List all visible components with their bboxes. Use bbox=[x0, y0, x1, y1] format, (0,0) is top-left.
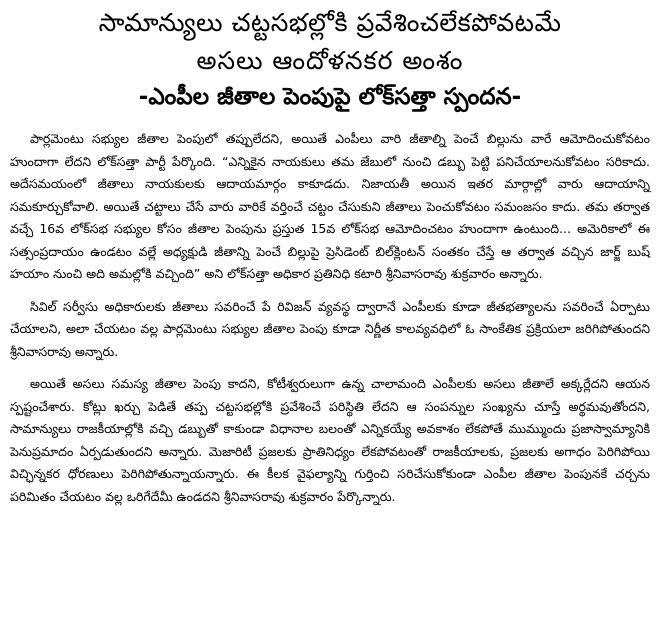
article-body bbox=[10, 128, 650, 508]
paragraph-1: పార్లమెంటు సభ్యుల జీతాల పెంపులో తప్పులేదని, అయితే ఎంపీలు వారి జీతాల్ని పెంచే బిల్లును వారే ఆమోదించుకోవటం హుందాగా లేదని లోక్‌సత్తా పార్టీ పేర్కొంది. “ఎన్నికైన నాయకులు తమ జేబులో నుంచి డబ్బు పెట్టి పనిచేయాలనుకోవటం సరికాదు. అదేసమయంలో జీతాలు నాయకులకు ఆదాయమార్గం కాకూడదు. నిజాయతీ అయిన ఇతర మార్గాల్లో వారు ఆదాయాన్ని సమకూర్చుకోవాలి. అయితే చట్టాలు చేసే వారు వారికే వర్తించే చట్టం చేసుకుని జీతాలు పెంచుకోవటం సమంజసం కాదు. తమ తర్వాత వచ్చే 16వ లోక్‌సభ సభ్యుల కోసం జీతాల పెంపును ప్రస్తుత 15వ లోక్‌సభ ఆమోదించటం హుందాగా ఉంటుంది... అమెరికాలో ఈ సత్సంప్రదాయం ఉండటం వల్లే అధ్యక్షుడి జీతాన్ని పెంచే బిల్లుపై ప్రెసిడెంట్ బిల్‌క్లింటన్ సంతకం చేస్తే ఆ తర్వాత వచ్చిన జార్జ్ బుష్ హయాం నుంచి అది అమల్లోకి వచ్చింది” అని లోక్‌సత్తా అధికార ప్రతినిధి కటారి శ్రీనివాసరావు శుక్రవారం అన్నారు. bbox=[10, 131, 650, 281]
subheadline: -ఎంపీల జీతాల పెంపుపై లోక్‌సత్తా స్పందన- bbox=[138, 84, 522, 110]
headline-line-2: అసలు ఆందోళనకర అంశం bbox=[196, 46, 464, 75]
paragraph-2: సివిల్ సర్వీసు అధికారులకు జీతాలు సవరించే పే రివిజన్ వ్యవస్థ ద్వారానే ఎంపీలకు కూడా జీతభత్యాలను సవరించే ఏర్పాటు చేయాలని, అలా చేయటం వల్ల పార్లమెంటు సభ్యుల జీతాల పెంపు కూడా నిర్ణీత కాలవ్యవధిలో ఓ సాంకేతిక ప్రక్రియలా జరిగిపోతుందని శ్రీనివాసరావు అన్నారు. bbox=[10, 298, 650, 359]
headline-line-1: సామాన్యులు చట్టసభల్లోకి ప్రవేశించలేకపోవటమే bbox=[98, 8, 562, 37]
paragraph-3: అయితే అసలు సమస్య జీతాల పెంపు కాదని, కోటీశ్వరులుగా ఉన్న చాలామంది ఎంపీలకు అసలు జీతాలే అక్కర్లేదని ఆయన స్పష్టంచేశారు. కోట్లు ఖర్చు పెడితే తప్ప చట్టసభల్లోకి ప్రవేశించే పరిస్థితి లేదని ఆ సంపన్నుల సంఖ్యను చూస్తే అర్థమవుతోందని, సామాన్యులు రాజకీయాల్లోకి వచ్చి డబ్బుతో కాకుండా విధానాల బలంతో ఎన్నికయ్యే అవకాశం లేకపోతే ముమ్ముందు ప్రజాస్వామ్యానికి పెనుప్రమాదం ఏర్పడుతుందని అన్నారు. మెజారిటీ ప్రజలకు ప్రాతినిధ్యం లేకపోవటంతో రాజకీయాలకు, ప్రజలకు అగాధం పెరిగిపోయి విచ్ఛిన్నకర ధోరణులు పెరిగిపోతున్నాయన్నారు. ఈ కీలక వైఫల్యాన్ని గుర్తించి సరిచేసుకోకుండా ఎంపీల జీతాల పెంపునకే చర్చను పరిమితం చేయటం వల్ల ఒరిగేదేమీ ఉండదని శ్రీనివాసరావు శుక్రవారం పేర్కొన్నారు. bbox=[10, 376, 650, 504]
